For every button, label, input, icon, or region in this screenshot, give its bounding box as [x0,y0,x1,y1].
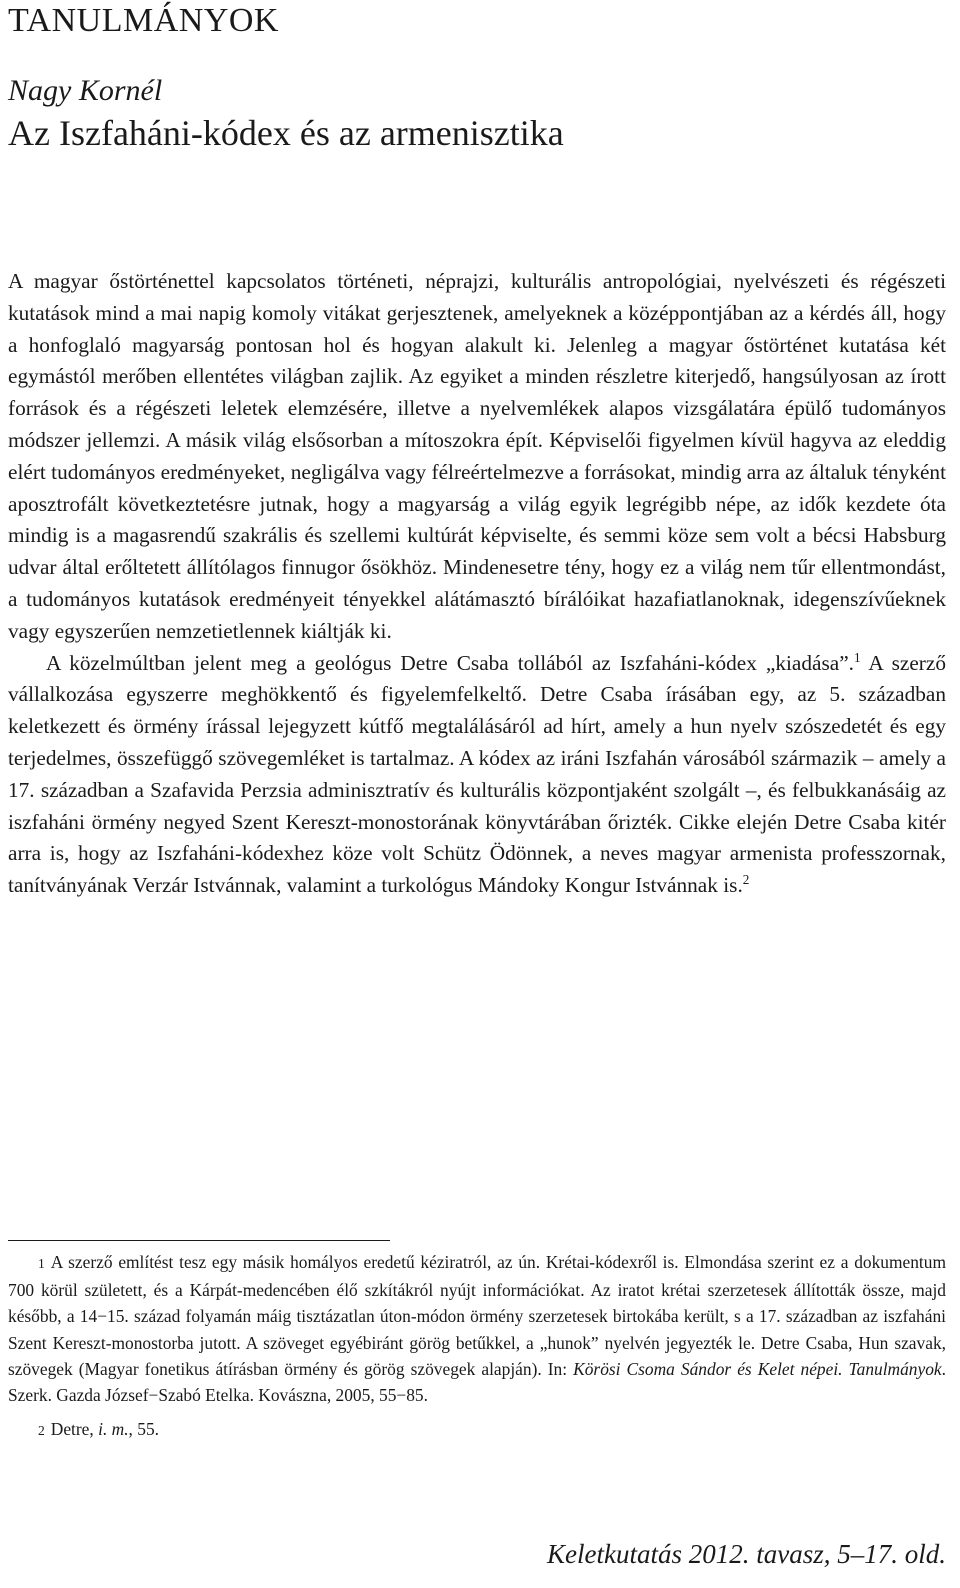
journal-citation: Keletkutatás 2012. tavasz, 5–17. old. [547,1539,946,1569]
footnote-1-text: A szerző említést tesz egy másik homályos eredetű kéziratról, az ún. Krétai-kódexről is. Elmondása szerint ez a dokumentum 700 körül született, és a Kárpát-medencében élő szkítákról nyújt információkat. Az iratot krétai szerzetesek állították össze, majd később, a 14−15. század folyamán máig tisztázatlan úton-módon örmény szerzetesek birtokába került, s a 17. században az iszfaháni Szent Kereszt-monostorba jutott. A szöveget egyébiránt görög betűkkel, a „hunok” nyelvén jegyezték le. Detre Csaba, Hun szavak, szövegek (Magyar fonetikus átírásban örmény és görög szövegek alapján). In: [8,1252,946,1379]
article-body [8,266,946,902]
footnote-1 [8,1249,946,1408]
footnote-2 [8,1416,946,1444]
paragraph-1: A magyar őstörténettel kapcsolatos történeti, néprajzi, kulturális antropológiai, nyelvészeti és régészeti kutatások mind a mai napig komoly vitákat gerjesztenek, amelyeknek a középpontjában az a kérdés áll, hogy a honfoglaló magyarság pontosan hol és hogyan alakult ki. Jelenleg a magyar őstörténet kutatása két egymástól merőben ellentétes világban zajlik. Az egyiket a minden részletre kiterjedő, hangsúlyosan az írott források és a régészeti leletek elemzésére, illetve a nyelvemlékek alapos vizsgálatára épülő tudományos módszer jellemzi. A másik világ elsősorban a mítoszokra épít. Képviselői figyelmen kívül hagyva az eleddig elért tudományos eredményeket, negligálva vagy félreértelmezve a forrásokat, mindig arra az általuk tényként aposztrofált következtetésre jutnak, hogy a magyarság a világ egyik legrégibb népe, az idők kezdete óta mindig is a magasrendű szakrális és szellemi kultúrát képviselte, és semmi köze sem volt a bécsi Habsburg udvar által erőltetett állítólagos finnugor ősökhöz. Mindenesetre tény, hogy ez a világ nem tűr ellentmondást, a tudományos kutatások eredményeit tényekkel alátámasztó bírálóikat hazafiatlanoknak, idegenszívűeknek vagy egyszerűen nemzetietlennek kiáltják ki. [8,269,946,643]
paragraph-2-part-2: A szerző vállalkozása egyszerre meghökkentő és figyelemfelkeltő. Detre Csaba írásában egy, az 5. században keletkezett és örmény írással lejegyzett kútfő megtalálásáról ad hírt, amely a hun nyelv szószedetét és egy terjedelmes, összefüggő szövegemléket is tartalmaz. A kódex az iráni Iszfahán városából származik – amely a 17. században a Szafavida Perzsia adminisztratív és kulturális központjaként szolgált –, és felbukkanásáig az iszfaháni örmény negyed Szent Kereszt-monostorának könyvtárában őrizték. Cikke elején Detre Csaba kitér arra is, hogy az Iszfaháni-kódexhez köze volt Schütz Ödönnek, a neves magyar armenista professzornak, tanítványának Verzár Istvánnak, valamint a turkológus Mándoky Kongur Istvánnak is. [8,650,946,898]
paragraph-2 [8,648,946,902]
footnote-2-text-end: , 55. [128,1419,159,1440]
footnote-1-book-title: Körösi Csoma Sándor és Kelet népei. Tanulmányok [573,1358,942,1379]
article-title: Az Iszfaháni-kódex és az armenisztika [8,113,564,153]
footnotes [8,1249,946,1444]
footnote-2-abbrev: i. m. [98,1419,129,1440]
paragraph-2-part-1: A közelmúltban jelent meg a geológus Detre Csaba tollából az Iszfaháni-kódex „kiadása”. [46,650,854,675]
author-name: Nagy Kornél [8,74,163,107]
footnote-divider [8,1240,390,1241]
footnote-ref-1[interactable]: 1 [853,649,861,665]
footnote-1-number: 1 [38,1256,45,1271]
footnote-2-text: Detre, [50,1419,99,1440]
footnote-1-text-end: . Szerk. Gazda József−Szabó Etelka. Kovászna, 2005, 55−85. [8,1358,946,1406]
footnote-ref-2[interactable]: 2 [742,872,750,888]
footnote-2-number: 2 [38,1423,45,1439]
section-label: TANULMÁNYOK [8,2,279,39]
